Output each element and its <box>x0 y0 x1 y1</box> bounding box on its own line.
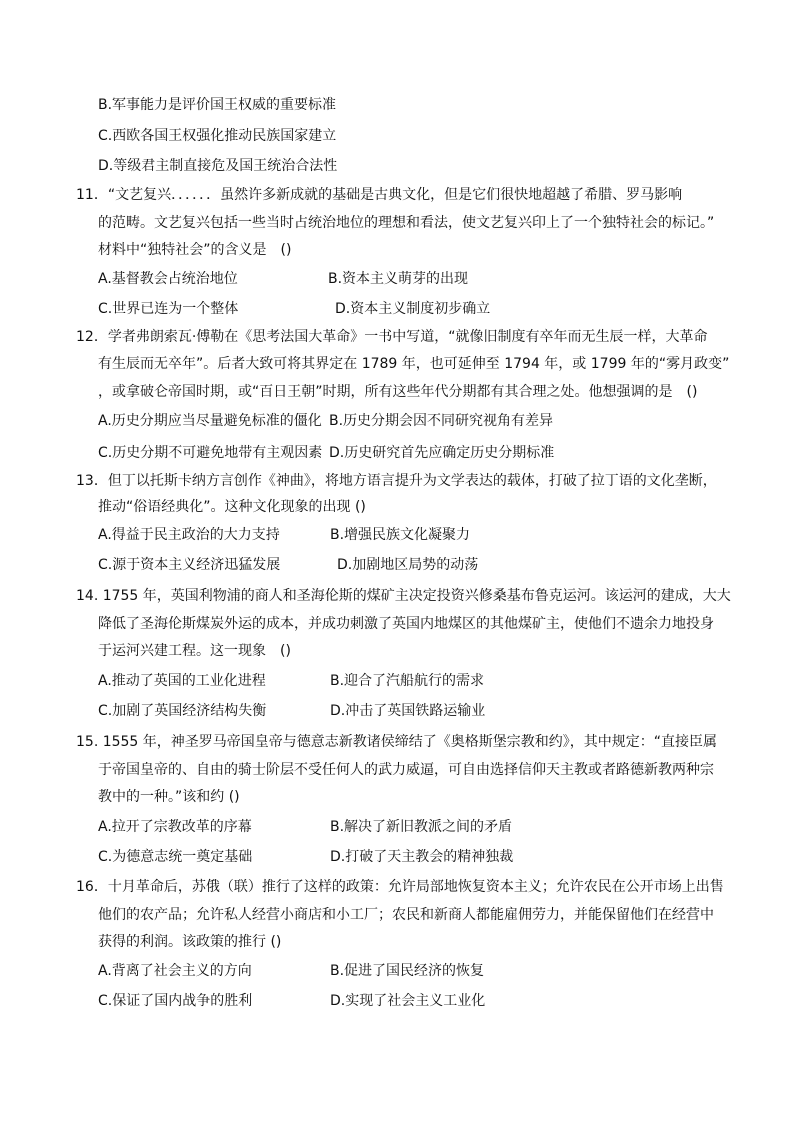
option-b: B.促进了国民经济的恢复 <box>330 963 485 979</box>
option-c: C.历史分期不可避免地带有主观因素 <box>98 445 323 461</box>
question-12-options-row <box>98 411 738 431</box>
question-12-options-row <box>98 443 738 463</box>
question-13-line: 推动“俗语经典化”。这种文化现象的出现 () <box>98 499 366 515</box>
option-c: C.加剧了英国经济结构失衡 <box>98 703 267 719</box>
question-16-options-row <box>98 991 738 1011</box>
question-16-options-row <box>98 961 738 981</box>
option-a: A.拉开了宗教改革的序幕 <box>98 819 252 835</box>
option-b: B.解决了新旧教派之间的矛盾 <box>330 819 513 835</box>
option-d: D.历史研究首先应确定历史分期标准 <box>329 445 555 461</box>
option-a: A.背离了社会主义的方向 <box>98 963 252 979</box>
option-d: D.加剧地区局势的动荡 <box>337 557 479 573</box>
option-c: C.世界已连为一个整体 <box>98 301 239 317</box>
question-14-line: 降低了圣海伦斯煤炭外运的成本，并成功刺激了英国内地煤区的其他煤矿主，使他们不遗余力地投身 <box>98 616 714 632</box>
question-14-options-row <box>98 671 738 691</box>
option-c: C.西欧各国王权强化推动民族国家建立 <box>98 128 337 144</box>
question-13-options-row <box>98 525 738 545</box>
question-16-line: 获得的利润。该政策的推行 () <box>98 934 282 950</box>
question-15-options-row <box>98 817 738 837</box>
question-11-options-row <box>98 269 738 289</box>
question-13-stem: 13．但丁以托斯卡纳方言创作《神曲》，将地方语言提升为文学表达的载体，打破了拉丁语的文化垄断， <box>76 473 717 489</box>
question-16-line: 他们的农产品；允许私人经营小商店和小工厂；农民和新商人都能雇佣劳力，并能保留他们在经营中 <box>98 907 714 923</box>
question-14-line: 于运河兴建工程。这一现象 () <box>98 643 291 659</box>
option-b: B.历史分期会因不同研究视角有差异 <box>329 413 554 429</box>
option-b: B.增强民族文化凝聚力 <box>330 527 471 543</box>
question-12-line: 有生辰而无卒年”。后者大致可将其界定在 1789 年，也可延伸至 1794 年，或 1799 年的“雾月政变” <box>98 356 730 372</box>
option-d: D.等级君主制直接危及国王统治合法性 <box>98 158 338 174</box>
question-12-stem: 12．学者弗朗索瓦·傅勒在《思考法国大革命》一书中写道，“就像旧制度有卒年而无生辰一样，大革命 <box>76 329 708 345</box>
option-d: D.实现了社会主义工业化 <box>330 993 486 1009</box>
question-13-options-row <box>98 555 738 575</box>
question-11-line: 的范畴。文艺复兴包括一些当时占统治地位的理想和看法，使文艺复兴印上了一个独特社会的标记。” <box>98 215 715 231</box>
question-11-stem: 11．“文艺复兴．．．．．．虽然许多新成就的基础是古典文化，但是它们很快地超越了希腊、罗马影响 <box>76 187 683 203</box>
question-12-line: ，或拿破仑帝国时期，或“百日王朝”时期，所有这些年代分期都有其合理之处。他想强调的是 () <box>98 384 698 400</box>
question-15-line: 于帝国皇帝的、自由的骑士阶层不受任何人的武力威逼，可自由选择信仰天主教或者路德新教两种宗 <box>98 762 714 778</box>
option-a: A.推动了英国的工业化进程 <box>98 673 266 689</box>
option-d: D.打破了天主教会的精神独裁 <box>330 849 514 865</box>
option-c: C.保证了国内战争的胜利 <box>98 993 253 1009</box>
option-b: B.军事能力是评价国王权威的重要标准 <box>98 97 337 113</box>
question-16-stem: 16．十月革命后，苏俄（联）推行了这样的政策：允许局部地恢复资本主义；允许农民在公开市场上出售 <box>76 879 724 895</box>
question-11-line: 材料中“独特社会”的含义是 () <box>98 242 292 258</box>
option-b: B.迎合了汽船航行的需求 <box>330 673 485 689</box>
option-a: A.得益于民主政治的大力支持 <box>98 527 280 543</box>
question-14-options-row <box>98 701 738 721</box>
option-d: D.冲击了英国铁路运输业 <box>330 703 486 719</box>
option-a: A.历史分期应当尽量避免标准的僵化 <box>98 413 322 429</box>
question-14-stem: 14. 1755 年，英国利物浦的商人和圣海伦斯的煤矿主决定投资兴修桑基布鲁克运河。该运河的建成，大大 <box>76 588 731 604</box>
option-b: B.资本主义萌芽的出现 <box>328 271 469 287</box>
question-15-options-row <box>98 847 738 867</box>
option-c: C.源于资本主义经济迅猛发展 <box>98 557 281 573</box>
option-a: A.基督教会占统治地位 <box>98 271 238 287</box>
option-d: D.资本主义制度初步确立 <box>335 301 491 317</box>
question-11-options-row <box>98 299 738 319</box>
option-c: C.为德意志统一奠定基础 <box>98 849 253 865</box>
question-15-line: 教中的一种。”该和约 () <box>98 789 240 805</box>
question-15-stem: 15. 1555 年，神圣罗马帝国皇帝与德意志新教诸侯缔结了《奥格斯堡宗教和约》，其中规定：“直接臣属 <box>76 734 718 750</box>
